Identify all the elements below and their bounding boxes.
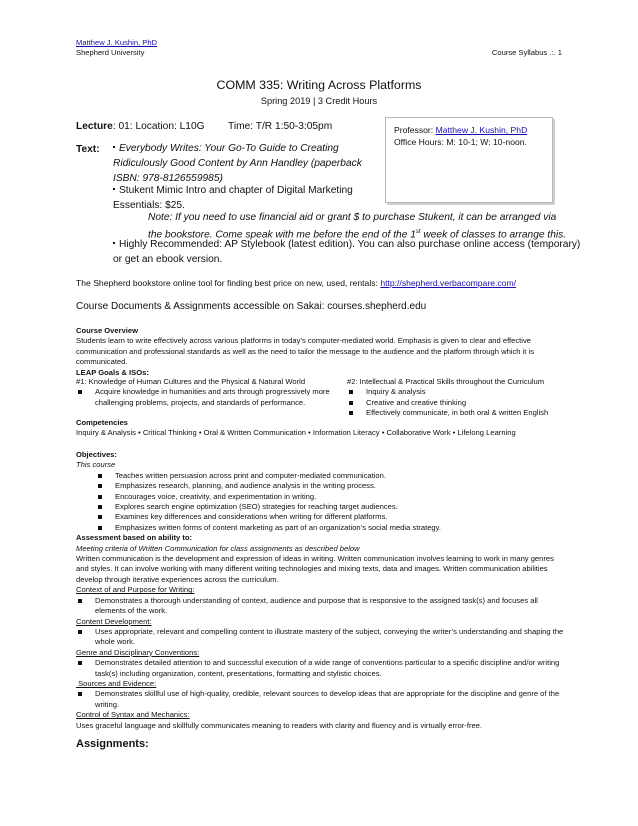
leap-right-title: #2: Intellectual & Practical Skills throughout the Curriculum <box>347 377 545 386</box>
text-item-3 <box>113 237 583 267</box>
lecture-details: : 01: Location: L10G <box>112 121 205 132</box>
competency-item: Critical Thinking <box>142 428 197 438</box>
page-label: Course Syllabus .:. 1 <box>491 48 562 57</box>
bullet-icon <box>78 599 82 603</box>
professor-box <box>385 117 553 203</box>
bookstore-line <box>76 278 516 289</box>
leap-right-item-text: Effectively communicate, in both oral & written English <box>366 408 549 418</box>
criterion-title: Context of and Purpose for Writing: <box>76 585 195 595</box>
objectives-list <box>76 471 566 533</box>
leap-right-item <box>347 387 567 397</box>
objectives <box>76 450 566 731</box>
criterion-text: Uses appropriate, relevant and compelling content to illustrate mastery of the subject, conveying the writer’s understanding and shaping the whole work. <box>95 626 564 647</box>
list-item-text: Teaches written persuasion across print and computer-mediated communication. <box>115 470 386 480</box>
text-item-2 <box>113 183 373 213</box>
leap-right-item-text: Creative and creative thinking <box>366 397 467 407</box>
bullet-icon <box>78 692 82 696</box>
text-item-2-content: Stukent Mimic Intro and chapter of Digital Marketing Essentials: $25. <box>113 185 353 211</box>
criterion-text: Demonstrates detailed attention to and successful execution of a wide range of conventions particular to a specific discipline and/or writing task(s) including organization, content, presentations, formatting and stylistic choices. <box>95 658 560 678</box>
list-item <box>76 481 566 491</box>
lecture-time: Time: T/R 1:50-3:05pm <box>228 121 333 132</box>
leap-heading: LEAP Goals & ISOs: <box>76 367 149 377</box>
leap-left-title: #1: Knowledge of Human Cultures and the Physical & Natural World <box>76 377 306 386</box>
course-overview <box>76 326 564 378</box>
bullet-icon <box>113 242 115 244</box>
leap-left-item-text: Acquire knowledge in humanities and arts through progressively more challenging problems, projects, and standards of performance. <box>95 387 330 407</box>
text-item-1 <box>113 141 373 186</box>
assessment-intro: Written communication is the development and expression of ideas in writing. Written communication involves learning to work in many genres and styles. It can involve working with many different writing technologies and mixing texts, data and images. Written communication abilities develop through iterative experiences across the curriculum. <box>76 554 554 584</box>
bullet-icon <box>98 474 102 478</box>
bullet-icon <box>113 146 115 148</box>
criterion-title: Sources and Evidence: <box>76 678 157 688</box>
criterion-item <box>76 627 566 648</box>
criterion-title: Genre and Disciplinary Conventions: <box>76 647 200 657</box>
competencies-list: Inquiry & Analysis • Critical Thinking • Oral & Written Communication • Information Literacy • Collaborative Work • Lifelong Learning <box>76 428 516 438</box>
leap-left-item <box>76 387 338 408</box>
professor-link[interactable]: Matthew J. Kushin, PhD <box>435 125 528 135</box>
assignments-heading: Assignments: <box>76 738 149 750</box>
competency-item: Information Literacy <box>312 428 380 438</box>
competency-item: Collaborative Work <box>386 428 451 438</box>
bullet-icon <box>98 515 102 519</box>
bullet-icon <box>98 484 102 488</box>
list-item <box>76 502 566 512</box>
criterion-item <box>76 658 566 679</box>
bullet-icon <box>349 401 353 405</box>
note-text-b: week of classes to arrange this. <box>420 229 567 241</box>
text-label: Text: <box>76 144 100 155</box>
sakai-line: Course Documents & Assignments accessible on Sakai: courses.shepherd.edu <box>76 301 427 312</box>
criterion-text: Demonstrates skillful use of high-quality, credible, relevant sources to develop ideas that are appropriate for the discipline and genre of the writing. <box>95 689 560 709</box>
text-item-3-content: Highly Recommended: AP Stylebook (latest edition). You can also purchase online access (temporary) or get an ebook version. <box>113 239 581 265</box>
author-link[interactable]: Matthew J. Kushin, PhD <box>76 38 158 47</box>
list-item-text: Examines key differences and considerations when writing for different platforms. <box>115 512 388 522</box>
bullet-icon <box>98 495 102 499</box>
overview-body: Students learn to write effectively across various platforms in today’s computer-mediated world. Emphasis is given to clear and effective communication and professional standards as well as the need to tailor the message to the audience and the platform through which it is communicated. <box>76 336 535 367</box>
bookstore-text: The Shepherd bookstore online tool for finding best price on new, used, rentals: <box>76 278 381 288</box>
leap-right-item <box>347 398 567 408</box>
office-hours: Office Hours: M: 10-1; W: 10-noon. <box>394 136 527 147</box>
running-header <box>76 38 157 59</box>
leap-right-column <box>347 377 567 419</box>
list-item-text: Emphasizes written forms of content marketing as part of an organization’s social media strategy. <box>115 522 441 532</box>
course-title: COMM 335: Writing Across Platforms <box>216 78 422 92</box>
bullet-icon <box>78 630 82 634</box>
lecture-label: Lecture <box>76 121 113 132</box>
list-item <box>76 492 566 502</box>
list-item <box>76 471 566 481</box>
bullet-icon <box>349 411 353 415</box>
competency-item: Inquiry & Analysis <box>76 428 136 438</box>
institution-name: Shepherd University <box>76 48 145 58</box>
objectives-sub: This course <box>76 460 116 470</box>
text-item-1-content: Everybody Writes: Your Go-To Guide to Creating Ridiculously Good Content by Ann Handley (paperback ISBN: 978-8126559985) <box>113 143 362 184</box>
bullet-icon <box>98 526 102 530</box>
criterion-item <box>76 596 566 617</box>
lecture-line <box>76 121 205 132</box>
bookstore-link[interactable]: http://shepherd.verbacompare.com/ <box>380 278 516 288</box>
bullet-icon <box>78 390 82 394</box>
competencies-heading: Competencies <box>76 418 128 427</box>
syntax-title: Control of Syntax and Mechanics: <box>76 710 190 720</box>
professor-label: Professor: <box>394 125 436 135</box>
list-item <box>76 512 566 522</box>
list-item-text: Explores search engine optimization (SEO) strategies for reaching target audiences. <box>115 502 398 512</box>
note-superscript: st <box>415 229 421 235</box>
course-term: Spring 2019 | 3 Credit Hours <box>260 96 378 106</box>
competencies <box>76 418 576 439</box>
bullet-icon <box>113 188 115 190</box>
bullet-icon <box>98 505 102 509</box>
list-item <box>76 523 566 533</box>
bullet-icon <box>78 661 82 665</box>
criterion-item <box>76 689 566 710</box>
syntax-text: Uses graceful language and skillfully communicates meaning to readers with clarity and fluency and is virtually error-free. <box>76 720 483 730</box>
assessment-sub: Meeting criteria of Written Communication for class assignments as described below <box>76 543 360 553</box>
overview-heading: Course Overview <box>76 326 139 335</box>
assessment-heading: Assessment based on ability to: <box>76 533 193 543</box>
note-text-a: Note: If you need to use financial aid or grant $ to purchase Stukent, it can be arranged via the bookstore. Come speak with me before the end of the 1 <box>148 212 557 241</box>
competency-item: Lifelong Learning <box>457 428 516 438</box>
criterion-text: Demonstrates a thorough understanding of context, audience and purpose that is responsive to the assigned task(s) and focuses all elements of the work. <box>95 595 538 616</box>
list-item-text: Encourages voice, creativity, and experimentation in writing. <box>115 491 317 501</box>
list-item-text: Emphasizes research, planning, and audience analysis in the writing process. <box>115 481 376 491</box>
competency-item: Oral & Written Communication <box>203 428 307 438</box>
criterion-title: Content Development: <box>76 616 152 626</box>
leap-right-item-text: Inquiry & analysis <box>366 387 426 397</box>
objectives-heading: Objectives: <box>76 450 117 459</box>
leap-left-column <box>76 377 338 408</box>
professor-line <box>394 125 552 137</box>
bullet-icon <box>349 390 353 394</box>
